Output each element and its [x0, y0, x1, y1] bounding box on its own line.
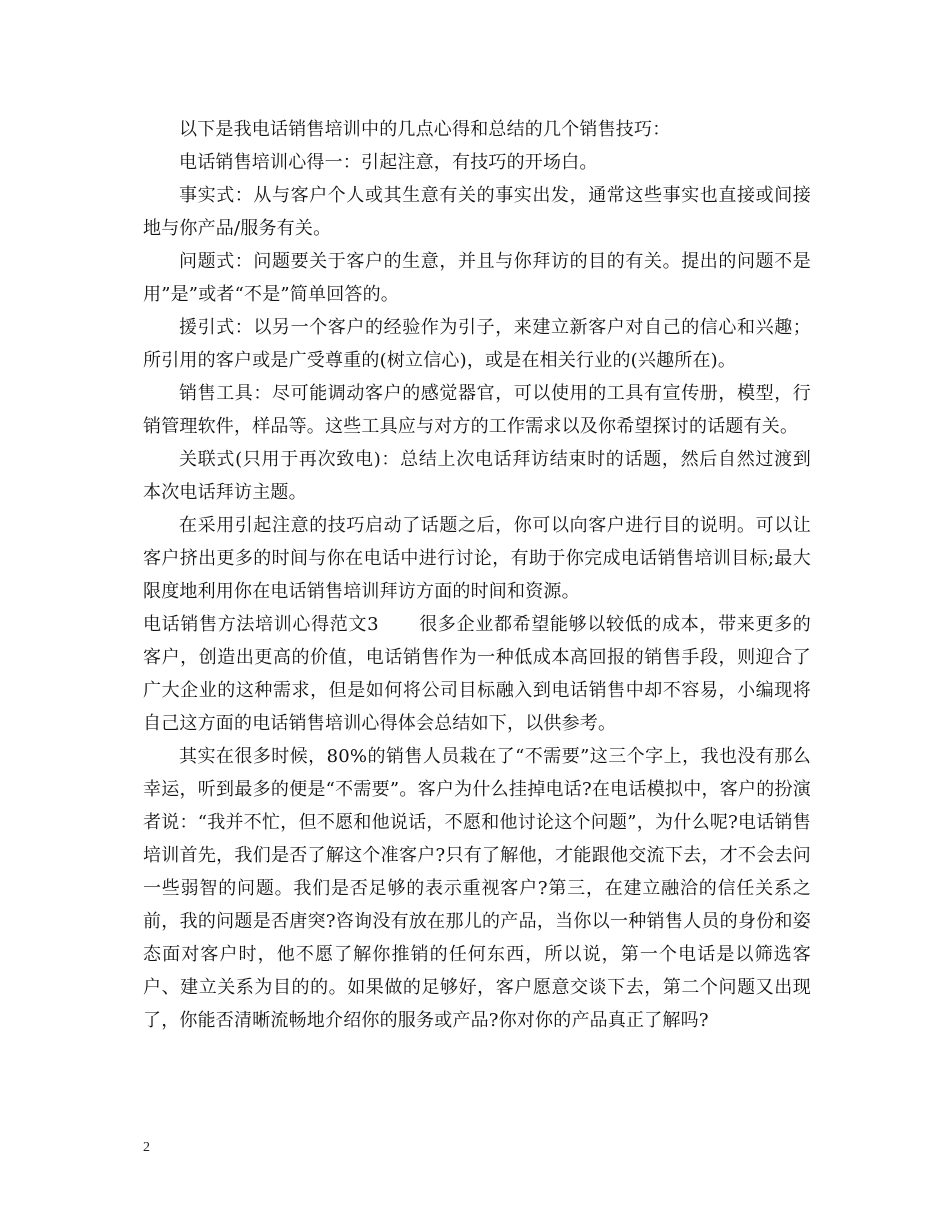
paragraph-related-style: 关联式(只用于再次致电)：总结上次电话拜访结束时的话题，然后自然过渡到本次电话拜访主题。 [143, 449, 811, 503]
page-number: 2 [143, 1140, 150, 1155]
paragraph-fact-style: 事实式：从与客户个人或其生意有关的事实出发，通常这些事实也直接或间接地与你产品/服务有关。 [143, 185, 811, 239]
paragraph-sales-tools: 销售工具：尽可能调动客户的感觉器官，可以使用的工具有宣传册，模型，行销管理软件，样品等。这些工具应与对方的工作需求以及你希望探讨的话题有关。 [143, 383, 811, 437]
paragraph-question-style: 问题式：问题要关于客户的生意，并且与你拜访的目的有关。提出的问题不是用”是”或者“不是”简单回答的。 [143, 251, 811, 305]
paragraph-tip-one: 电话销售培训心得一：引起注意，有技巧的开场白。 [179, 152, 598, 173]
document-body [143, 113, 811, 1037]
section-heading: 电话销售方法培训心得范文3 [143, 614, 379, 635]
section-text: 很多企业都希望能够以较低的成本，带来更多的客户，创造出更高的价值，电话销售作为一种低成本高回报的销售手段，则迎合了广大企业的这种需求，但是如何将公司目标融入到电话销售中却不容易，小编现将自己这方面的电话销售培训心得体会总结如下，以供参考。 [143, 614, 811, 734]
paragraph-intro: 以下是我电话销售培训中的几点心得和总结的几个销售技巧： [179, 119, 671, 140]
section-paragraph [143, 608, 811, 740]
paragraph-reference-style: 援引式：以另一个客户的经验作为引子，来建立新客户对自己的信心和兴趣；所引用的客户或是广受尊重的(树立信心)，或是在相关行业的(兴趣所在)。 [143, 317, 811, 371]
paragraph-purpose-statement: 在采用引起注意的技巧启动了话题之后，你可以向客户进行目的说明。可以让客户挤出更多的时间与你在电话中进行讨论，有助于你完成电话销售培训目标;最大限度地利用你在电话销售培训拜访方面的时间和资源。 [143, 515, 811, 602]
paragraph-closing: 其实在很多时候，80%的销售人员栽在了“不需要”这三个字上，我也没有那么幸运，听到最多的便是“不需要”。客户为什么挂掉电话?在电话模拟中，客户的扮演者说：“我并不忙，但不愿和他说话，不愿和他讨论这个问题”，为什么呢?电话销售培训首先，我们是否了解这个准客户?只有了解他，才能跟他交流下去，才不会去问一些弱智的问题。我们是否足够的表示重视客户?第三，在建立融洽的信任关系之前，我的问题是否唐突?咨询没有放在那儿的产品，当你以一种销售人员的身份和姿态面对客户时，他不愿了解你推销的任何东西，所以说，第一个电话是以筛选客户、建立关系为目的的。如果做的足够好，客户愿意交谈下去，第二个问题又出现了，你能否清晰流畅地介绍你的服务或产品?你对你的产品真正了解吗? [143, 746, 811, 1031]
